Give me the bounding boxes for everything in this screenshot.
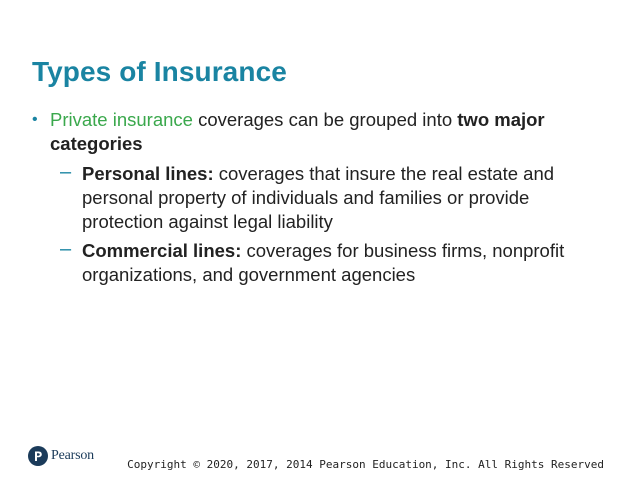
- subbullet-text: coverages that insure the real estate and personal property of individuals and families or provide protection against legal liability: [82, 163, 555, 232]
- subbullet-text: coverages for business firms, nonprofit organizations, and government agencies: [82, 240, 565, 285]
- dash-icon: –: [60, 238, 72, 260]
- bullet-icon: •: [32, 111, 38, 128]
- bullet-bold: two major categories: [50, 109, 545, 154]
- subbullet-personal-lines: [32, 162, 612, 234]
- slide-title: Types of Insurance: [32, 56, 287, 87]
- pearson-logo: [28, 446, 94, 466]
- bullet-text: coverages can be grouped into: [192, 109, 458, 130]
- bullet-item: [32, 108, 612, 156]
- logo-text: Pearson: [51, 448, 94, 463]
- copyright-text: Copyright © 2020, 2017, 2014 Pearson Education, Inc. All Rights Reserved: [127, 458, 604, 471]
- subbullet-term: Commercial lines:: [82, 240, 242, 261]
- pearson-logo-icon: [28, 446, 48, 466]
- subbullet-term: Personal lines:: [82, 163, 214, 184]
- dash-icon: –: [60, 161, 72, 183]
- subbullet-commercial-lines: [32, 239, 612, 287]
- slide-content: [32, 108, 612, 287]
- bullet-highlight: Private insurance: [50, 109, 193, 130]
